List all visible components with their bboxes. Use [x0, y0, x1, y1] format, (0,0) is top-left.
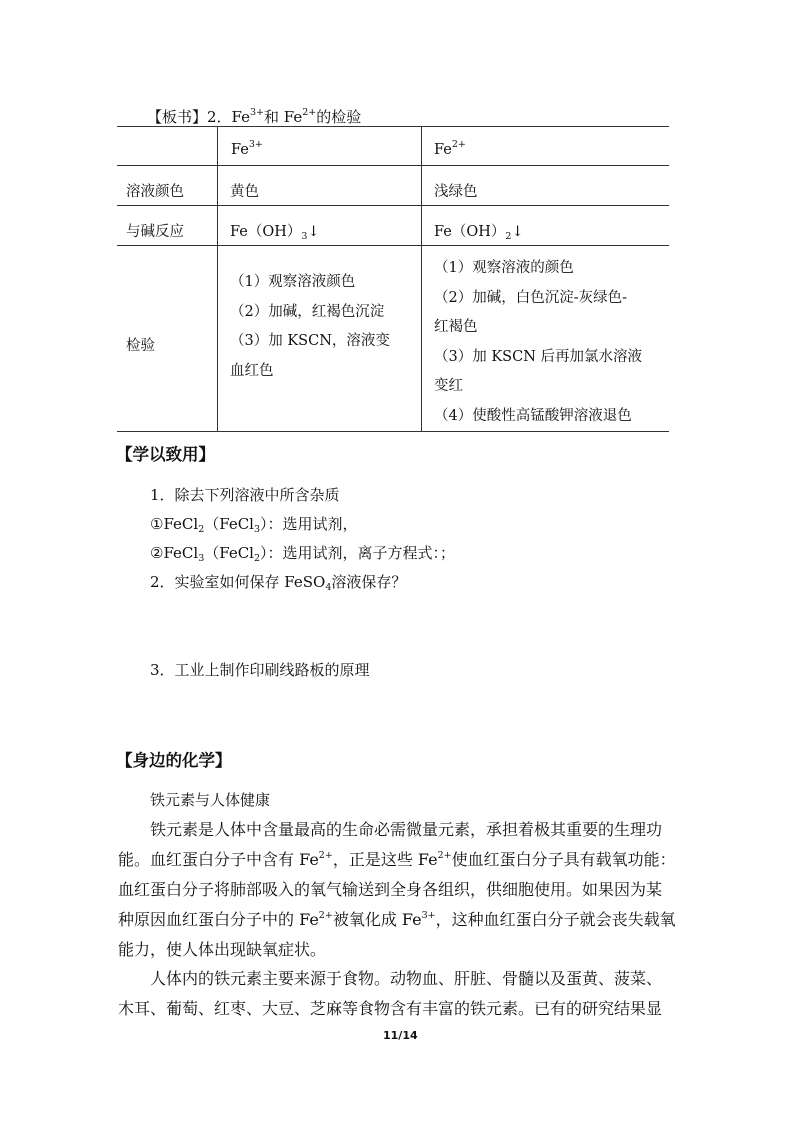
fe3-test-line: （2）加碱，红褐色沉淀 — [230, 303, 385, 320]
row-label-test: 检验 — [126, 338, 155, 354]
fe3-hydroxide: $Fe(OH)_3↓$ — [230, 224, 320, 242]
header-fe2: $Fe^{2+}$ — [434, 138, 466, 158]
fe3-test-steps — [230, 268, 390, 386]
table-line — [117, 165, 669, 166]
page-number: 11/14 — [383, 1029, 418, 1042]
apply-question-1: 1．除去下列溶液中所含杂质 — [150, 486, 340, 504]
apply-question-1b: ②FeCl$_3$（FeCl$_2$）：选用试剂，离子方程式：； — [150, 544, 456, 564]
chem-subtitle: 铁元素与人体健康 — [150, 791, 271, 809]
row-label-color: 溶液颜色 — [126, 184, 184, 200]
table-line — [117, 431, 669, 432]
chem-paragraph-line: 能力，使人体出现缺氧症状。 — [118, 940, 327, 959]
chem-paragraph-line: 血红蛋白分子将肺部吸入的氧气输送到全身各组织，供细胞使用。如果因为某 — [118, 880, 663, 899]
fe2-test-line: （3）加 KSCN 后再加氯水溶液 — [434, 348, 642, 365]
table-line — [117, 126, 669, 127]
apply-question-2: 2．实验室如何保存 FeSO$_4$溶液保存？ — [150, 573, 407, 593]
fe2-test-line: （1）观察溶液的颜色 — [434, 260, 574, 276]
fe2-color: 浅绿色 — [434, 184, 478, 200]
fe2-hydroxide: $Fe(OH)_2↓$ — [434, 224, 524, 242]
fe2-test-line: （4）使酸性高锰酸钾溶液退色 — [434, 407, 632, 424]
chem-paragraph-line: 种原因血红蛋白分子中的 $Fe^{2+}$被氧化成 $Fe^{3+}$，这种血红蛋白分子就会丧失载氧 — [118, 909, 676, 929]
fe2-test-line: 变红 — [434, 378, 463, 394]
apply-question-3: 3．工业上制作印刷线路板的原理 — [150, 661, 370, 679]
table-line — [421, 126, 422, 432]
header-fe3: $Fe^{3+}$ — [231, 138, 263, 158]
chem-paragraph-line: 人体内的铁元素主要来源于食物。动物血、肝脏、骨髓以及蛋黄、菠菜、 — [150, 969, 663, 988]
chem-paragraph-line: 木耳、葡萄、红枣、大豆、芝麻等食物含有丰富的铁元素。已有的研究结果显 — [118, 999, 663, 1018]
apply-section-title: 【学以致用】 — [116, 445, 215, 464]
chem-paragraph-line: 铁元素是人体中含量最高的生命必需微量元素，承担着极其重要的生理功 — [150, 820, 663, 839]
chem-section-title: 【身边的化学】 — [116, 751, 232, 770]
table-line — [117, 245, 669, 246]
apply-question-1a: ①FeCl$_2$（FeCl$_3$）：选用试剂， — [150, 515, 358, 535]
chem-paragraph-line: 能。血红蛋白分子中含有 $Fe^{2+}$，正是这些 $Fe^{2+}$使血红蛋白分子具有载氧功能： — [118, 849, 676, 869]
table-line — [217, 126, 218, 432]
table-line — [117, 205, 669, 206]
fe3-test-line: 血红色 — [230, 362, 274, 379]
board-heading: 【板书】2．$Fe^{3+}$和 $Fe^{2+}$的检验 — [147, 106, 362, 126]
fe3-color: 黄色 — [230, 184, 259, 200]
fe3-test-line: （3）加 KSCN，溶液变 — [230, 333, 390, 349]
fe3-test-line: （1）观察溶液颜色 — [230, 274, 356, 290]
fe2-test-steps — [434, 254, 642, 431]
fe2-test-line: 红褐色 — [434, 319, 478, 335]
row-label-base: 与碱反应 — [126, 224, 184, 240]
fe2-test-line: （2）加碱，白色沉淀-灰绿色- — [434, 289, 628, 306]
